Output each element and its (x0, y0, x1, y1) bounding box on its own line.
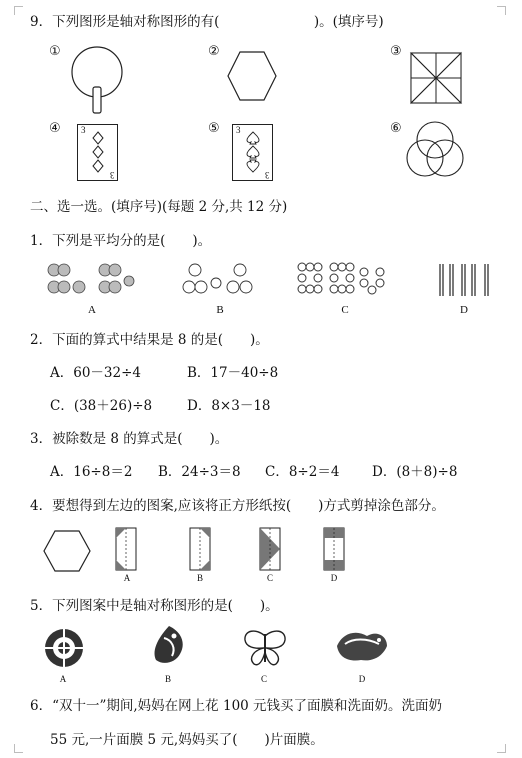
crop-mark-bottom-left (14, 744, 23, 753)
q2-option-a: A．60－32÷4 (50, 365, 142, 381)
card-spades-rank-bottom: 3 (264, 170, 269, 180)
q3-option-b: B．24÷3＝8 (158, 464, 241, 480)
q2-text: 2．下面的算式中结果是 8 的是( )。 (30, 332, 269, 348)
q3-option-d: D．(8＋8)÷8 (372, 464, 458, 480)
q5-label-c: C (260, 674, 267, 684)
target-hexagon (43, 530, 91, 572)
q4-label-a: A (123, 573, 131, 583)
q4-label-b: B (196, 573, 203, 583)
fold-option-c (258, 526, 282, 572)
q9-marker-3: ③ (390, 44, 402, 59)
hexagon-figure (226, 50, 278, 102)
q2-option-d: D．8×3－18 (187, 398, 271, 414)
pattern-c-butterfly (242, 628, 288, 668)
card-spades-rank: 3 (236, 125, 241, 135)
option-d-sticks (436, 262, 492, 298)
fold-option-b (188, 526, 212, 572)
q1-label-d: D (460, 304, 468, 316)
q6-line-1: 6．“双十一”期间,妈妈在网上花 100 元钱买了面膜和洗面奶。洗面奶 (30, 698, 443, 714)
q3-option-c: C．8÷2＝4 (265, 464, 340, 480)
q2-option-b: B．17－40÷8 (187, 365, 279, 381)
fan-figure (68, 46, 128, 116)
q9-marker-5: ⑤ (208, 121, 220, 136)
q1-label-c: C (341, 304, 349, 316)
pattern-b-fish (150, 624, 188, 668)
pattern-a-knot (42, 626, 86, 670)
q1-text: 1．下列是平均分的是( )。 (30, 233, 212, 249)
card-diamonds (77, 124, 118, 181)
q1-label-a: A (88, 304, 96, 316)
fold-option-d (322, 526, 346, 572)
fold-option-a (114, 526, 138, 572)
card-spades (232, 124, 273, 181)
q2-option-c: C．(38＋26)÷8 (50, 398, 153, 414)
spade-pips (245, 131, 261, 173)
option-c-beads (296, 262, 386, 296)
q5-text: 5．下列图案中是轴对称图形的是( )。 (30, 598, 279, 614)
q5-label-d: D (358, 674, 366, 684)
crop-mark-top-right (497, 6, 506, 15)
diamond-pips (91, 132, 105, 172)
q9-marker-1: ① (49, 44, 61, 59)
pattern-d-dragon (333, 626, 391, 668)
q4-label-d: D (330, 573, 338, 583)
q3-option-a: A．16÷8＝2 (50, 464, 133, 480)
triquetra-figure (404, 118, 466, 180)
q4-text: 4．要想得到左边的图案,应该将正方形纸按( )方式剪掉涂色部分。 (30, 498, 445, 514)
q1-label-b: B (216, 304, 224, 316)
section-2-title: 二、选一选。(填序号)(每题 2 分,共 12 分) (30, 199, 288, 215)
q9-text: 9．下列图形是轴对称图形的有( )。(填序号) (30, 14, 384, 30)
card-diamonds-rank-bottom: 3 (109, 170, 114, 180)
q5-label-a: A (59, 674, 67, 684)
q9-marker-4: ④ (49, 121, 61, 136)
pinwheel-figure (410, 52, 462, 104)
crop-mark-bottom-right (497, 744, 506, 753)
option-a-peaches (47, 259, 137, 297)
q3-text: 3．被除数是 8 的算式是( )。 (30, 431, 229, 447)
q9-marker-6: ⑥ (390, 121, 402, 136)
card-diamonds-rank: 3 (81, 125, 86, 135)
q9-marker-2: ② (208, 44, 220, 59)
q5-label-b: B (164, 674, 171, 684)
q4-label-c: C (266, 573, 273, 583)
crop-mark-top-left (14, 6, 23, 15)
option-b-apples (178, 261, 268, 297)
q6-line-2: 55 元,一片面膜 5 元,妈妈买了( )片面膜。 (50, 732, 324, 748)
